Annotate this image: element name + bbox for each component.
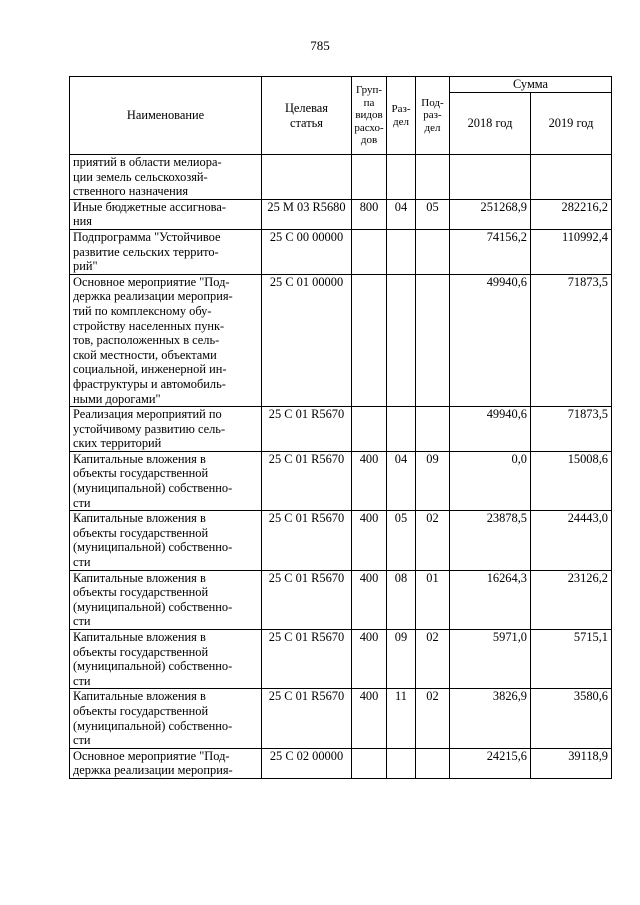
row-name-line: рий" [73,259,98,274]
row-expense-group: 400 [352,451,387,510]
row-sum-2019: 5715,1 [531,630,612,689]
row-name-line: ции земель сельскохозяй- [73,169,208,184]
header-expense-group [352,77,387,155]
row-name [70,407,262,452]
row-section [387,229,416,274]
row-name-line: сти [73,495,91,510]
row-sum-2019: 15008,6 [531,451,612,510]
row-name-line: Капитальные вложения в [73,511,206,526]
row-name [70,689,262,748]
row-name-line: сти [73,733,91,748]
row-sum-2018: 49940,6 [450,407,531,452]
row-target-article: 25 С 01 R5670 [262,570,352,629]
row-name-line: (муниципальной) собственно- [73,718,233,733]
row-section: 11 [387,689,416,748]
header-subsection [416,77,450,155]
row-name [70,274,262,406]
row-target-article: 25 С 01 R5670 [262,630,352,689]
table-row [70,689,612,748]
row-name [70,630,262,689]
row-subsection: 02 [416,689,450,748]
row-sum-2018 [450,155,531,200]
row-name-line: Подпрограмма "Устойчивое [73,229,221,244]
header-line: расхо- [354,121,384,134]
row-name [70,451,262,510]
row-name-line: держка реализации мероприя- [73,763,233,778]
table-row [70,407,612,452]
row-sum-2019: 282216,2 [531,199,612,229]
row-name-line: Основное мероприятие "Под- [73,274,230,289]
row-expense-group: 400 [352,511,387,570]
row-sum-2018: 0,0 [450,451,531,510]
row-sum-2018: 74156,2 [450,229,531,274]
row-expense-group: 800 [352,199,387,229]
row-sum-2018: 24215,6 [450,748,531,778]
row-sum-2019: 24443,0 [531,511,612,570]
row-sum-2019: 23126,2 [531,570,612,629]
header-sum: Сумма [450,77,612,93]
row-expense-group [352,274,387,406]
row-subsection: 09 [416,451,450,510]
header-line: па [363,96,375,109]
row-name-line: Капитальные вложения в [73,689,206,704]
header-line: Раз- [391,103,411,115]
page-number: 785 [310,38,330,53]
row-name-line: Основное мероприятие "Под- [73,748,230,763]
row-section: 04 [387,199,416,229]
table-row [70,630,612,689]
row-name-line: Реализация мероприятий по [73,407,222,422]
row-name-line: сти [73,555,91,570]
row-section [387,407,416,452]
row-name-line: ния [73,214,92,229]
row-sum-2019 [531,155,612,200]
row-section [387,274,416,406]
row-name-line: ской местности, объектами [73,347,217,362]
row-sum-2019: 71873,5 [531,407,612,452]
row-target-article: 25 С 00 00000 [262,229,352,274]
row-name-line: сти [73,614,91,629]
row-name-line: (муниципальной) собственно- [73,481,233,496]
table-row [70,155,612,200]
row-name [70,155,262,200]
row-target-article: 25 М 03 R5680 [262,199,352,229]
row-expense-group: 400 [352,630,387,689]
header-line: видов [355,109,383,122]
header-line: статья [289,115,323,130]
row-sum-2018: 3826,9 [450,689,531,748]
row-expense-group [352,748,387,778]
row-expense-group: 400 [352,689,387,748]
row-name-line: социальной, инженерной ин- [73,362,227,377]
row-name-line: Капитальные вложения в [73,630,206,644]
row-subsection: 05 [416,199,450,229]
row-sum-2018: 16264,3 [450,570,531,629]
row-target-article: 25 С 01 R5670 [262,511,352,570]
row-name-line: (муниципальной) собственно- [73,540,233,555]
row-name-line: ными дорогами" [73,391,161,406]
row-section: 09 [387,630,416,689]
row-sum-2018: 251268,9 [450,199,531,229]
header-line: дов [360,134,378,147]
row-target-article [262,155,352,200]
table-row [70,229,612,274]
header-line: раз- [423,109,442,122]
row-name-line: объекты государственной [73,644,209,659]
row-name-line: фраструктуры и автомобиль- [73,376,226,391]
row-subsection [416,155,450,200]
row-target-article: 25 С 01 00000 [262,274,352,406]
row-sum-2019: 39118,9 [531,748,612,778]
row-name [70,199,262,229]
row-name [70,748,262,778]
row-name-line: объекты государственной [73,703,209,718]
row-subsection: 02 [416,630,450,689]
header-name: Наименование [70,77,262,155]
row-name-line: тов, расположенных в сель- [73,333,220,348]
row-name-line: ственного назначения [73,184,189,199]
row-name-line: развитие сельских террито- [73,244,219,259]
row-section: 04 [387,451,416,510]
row-name-line: Капитальные вложения в [73,570,206,585]
row-subsection [416,274,450,406]
header-line: дел [393,115,409,128]
row-name-line: сти [73,673,91,688]
table-row [70,748,612,778]
row-name-line: объекты государственной [73,525,209,540]
row-section: 05 [387,511,416,570]
row-name-line: Иные бюджетные ассигнова- [73,199,226,214]
row-name-line: устойчивому развитию сель- [73,421,226,436]
header-line: дел [424,121,441,134]
row-target-article: 25 С 02 00000 [262,748,352,778]
row-target-article: 25 С 01 R5670 [262,407,352,452]
row-subsection [416,407,450,452]
row-sum-2019: 110992,4 [531,229,612,274]
header-line: Целевая [284,100,329,115]
table-row [70,199,612,229]
row-name-line: объекты государственной [73,466,209,481]
header-section [387,77,416,155]
row-subsection [416,748,450,778]
row-sum-2018: 5971,0 [450,630,531,689]
row-name-line: объекты государственной [73,585,209,600]
row-name-line: держка реализации мероприя- [73,289,233,304]
row-target-article: 25 С 01 R5670 [262,689,352,748]
header-year-2018: 2018 год [450,93,531,155]
row-name-line: стройству населенных пунк- [73,318,225,333]
row-expense-group [352,407,387,452]
row-name-line: (муниципальной) собственно- [73,659,233,674]
table-row [70,511,612,570]
table-row [70,274,612,406]
table-row [70,570,612,629]
row-sum-2019: 71873,5 [531,274,612,406]
row-subsection: 01 [416,570,450,629]
row-section: 08 [387,570,416,629]
row-name-line: тий по комплексному обу- [73,303,212,318]
header-line: Под- [421,96,444,109]
row-target-article: 25 С 01 R5670 [262,451,352,510]
row-name [70,229,262,274]
row-subsection: 02 [416,511,450,570]
table-header [70,77,612,155]
row-subsection [416,229,450,274]
budget-table [69,76,612,779]
row-sum-2018: 49940,6 [450,274,531,406]
row-name-line: ских территорий [73,436,162,451]
header-target-article [262,77,352,155]
row-sum-2018: 23878,5 [450,511,531,570]
row-section [387,748,416,778]
header-line: Груп- [355,84,383,97]
row-name-line: (муниципальной) собственно- [73,599,233,614]
row-name-line: приятий в области мелиора- [73,155,222,169]
row-expense-group: 400 [352,570,387,629]
table-row [70,451,612,510]
row-expense-group [352,155,387,200]
row-name [70,570,262,629]
row-section [387,155,416,200]
row-sum-2019: 3580,6 [531,689,612,748]
row-name [70,511,262,570]
row-expense-group [352,229,387,274]
table-body [70,155,612,779]
header-year-2019: 2019 год [531,93,612,155]
row-name-line: Капитальные вложения в [73,451,206,466]
